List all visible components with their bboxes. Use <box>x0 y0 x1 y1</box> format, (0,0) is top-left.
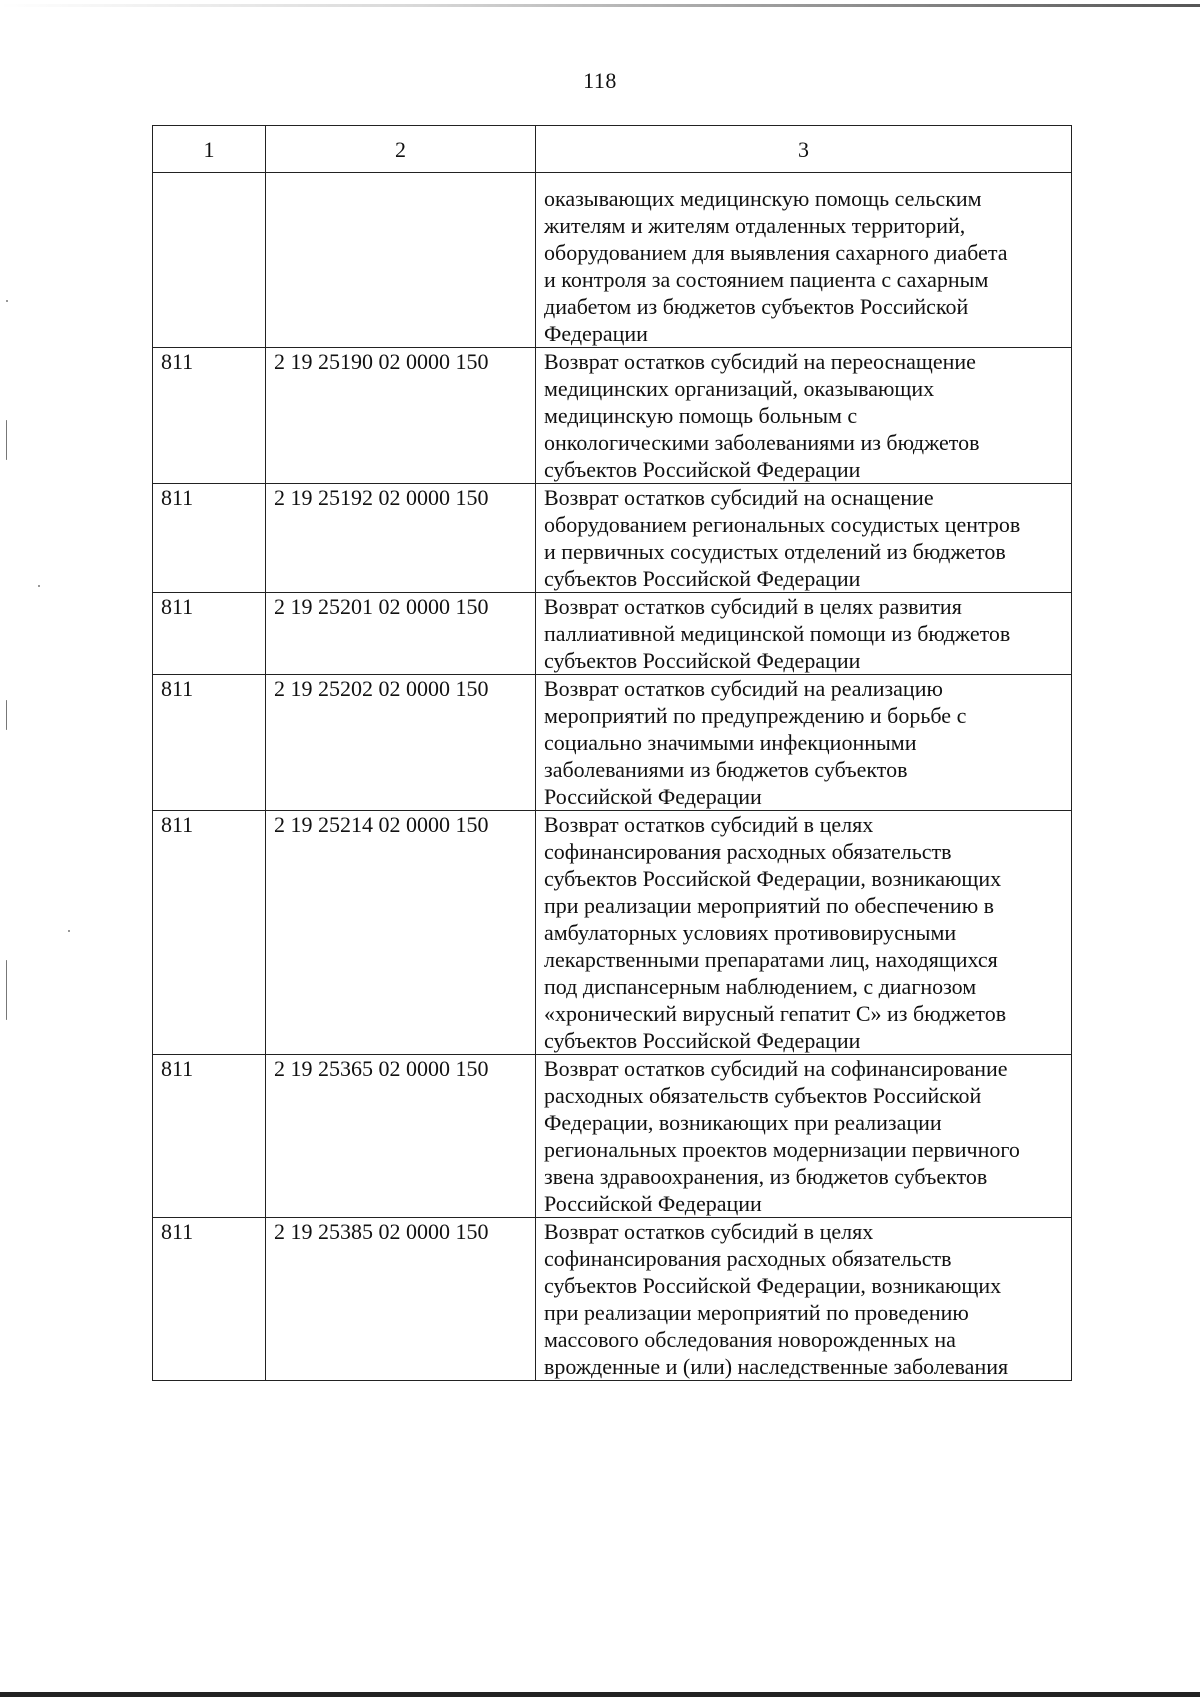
table-row <box>153 593 1072 675</box>
table-row <box>153 348 1072 484</box>
header-col-1: 1 <box>153 126 266 173</box>
income-description <box>536 484 1072 593</box>
description-text: Возврат остатков субсидий на софинансирование расходных обязательств субъектов Российской Федерации, возникающих при реализации региональных проектов модернизации первичного звена здравоохранения, из бюджетов субъектов Российской Федерации <box>544 1056 1020 1216</box>
table-row <box>153 811 1072 1055</box>
income-code: 2 19 25385 02 0000 150 <box>266 1218 536 1381</box>
description-text: Возврат остатков субсидий на переоснащение медицинских организаций, оказывающих медицинскую помощь больным с онкологическими заболеваниями из бюджетов субъектов Российской Федерации <box>544 349 980 482</box>
description-text: Возврат остатков субсидий в целях развития паллиативной медицинской помощи из бюджетов субъектов Российской Федерации <box>544 594 1011 673</box>
income-code: 2 19 25201 02 0000 150 <box>266 593 536 675</box>
income-description <box>536 811 1072 1055</box>
admin-code <box>153 173 266 348</box>
income-code: 2 19 25365 02 0000 150 <box>266 1055 536 1218</box>
income-code: 2 19 25202 02 0000 150 <box>266 675 536 811</box>
description-text: Возврат остатков субсидий в целях софинансирования расходных обязательств субъектов Российской Федерации, возникающих при реализации мероприятий по проведению массового обследования новорожденных на врожденные и (или) наследственные заболевания <box>544 1219 1009 1379</box>
table-row <box>153 484 1072 593</box>
income-description <box>536 348 1072 484</box>
table-row <box>153 1055 1072 1218</box>
income-description <box>536 173 1072 348</box>
income-description <box>536 1055 1072 1218</box>
scan-speck <box>6 420 7 460</box>
scan-speck <box>6 700 7 730</box>
description-text: Возврат остатков субсидий на реализацию мероприятий по предупреждению и борьбе с социально значимыми инфекционными заболеваниями из бюджетов субъектов Российской Федерации <box>544 676 967 809</box>
admin-code: 811 <box>153 593 266 675</box>
header-col-3: 3 <box>536 126 1072 173</box>
income-description <box>536 1218 1072 1381</box>
header-col-2: 2 <box>266 126 536 173</box>
table-header-row <box>153 126 1072 173</box>
budget-codes-table <box>152 125 1072 1381</box>
income-code: 2 19 25214 02 0000 150 <box>266 811 536 1055</box>
income-code <box>266 173 536 348</box>
admin-code: 811 <box>153 484 266 593</box>
income-description <box>536 593 1072 675</box>
scan-speck <box>6 960 7 1020</box>
scan-speck <box>38 585 40 587</box>
description-text: Возврат остатков субсидий на оснащение оборудованием региональных сосудистых центров и первичных сосудистых отделений из бюджетов субъектов Российской Федерации <box>544 485 1021 591</box>
scan-top-edge <box>0 4 1200 7</box>
scan-speck <box>68 930 70 932</box>
page-number: 118 <box>583 68 617 93</box>
income-code: 2 19 25190 02 0000 150 <box>266 348 536 484</box>
income-description <box>536 675 1072 811</box>
income-code: 2 19 25192 02 0000 150 <box>266 484 536 593</box>
description-text: Возврат остатков субсидий в целях софинансирования расходных обязательств субъектов Российской Федерации, возникающих при реализации мероприятий по обеспечению в амбулаторных условиях противовирусными лекарственными препаратами лиц, находящихся под диспансерным наблюдением, с диагнозом «хронический вирусный гепатит С» из бюджетов субъектов Российской Федерации <box>544 812 1007 1053</box>
admin-code: 811 <box>153 1218 266 1381</box>
table-row <box>153 173 1072 348</box>
table-row <box>153 1218 1072 1381</box>
admin-code: 811 <box>153 811 266 1055</box>
admin-code: 811 <box>153 675 266 811</box>
admin-code: 811 <box>153 348 266 484</box>
table-row <box>153 675 1072 811</box>
scan-bottom-edge <box>0 1692 1200 1697</box>
admin-code: 811 <box>153 1055 266 1218</box>
description-text: оказывающих медицинскую помощь сельским жителям и жителям отдаленных территорий, оборудованием для выявления сахарного диабета и контроля за состоянием пациента с сахарным диабетом из бюджетов субъектов Российской Федерации <box>544 186 1008 346</box>
scan-speck <box>6 300 8 302</box>
